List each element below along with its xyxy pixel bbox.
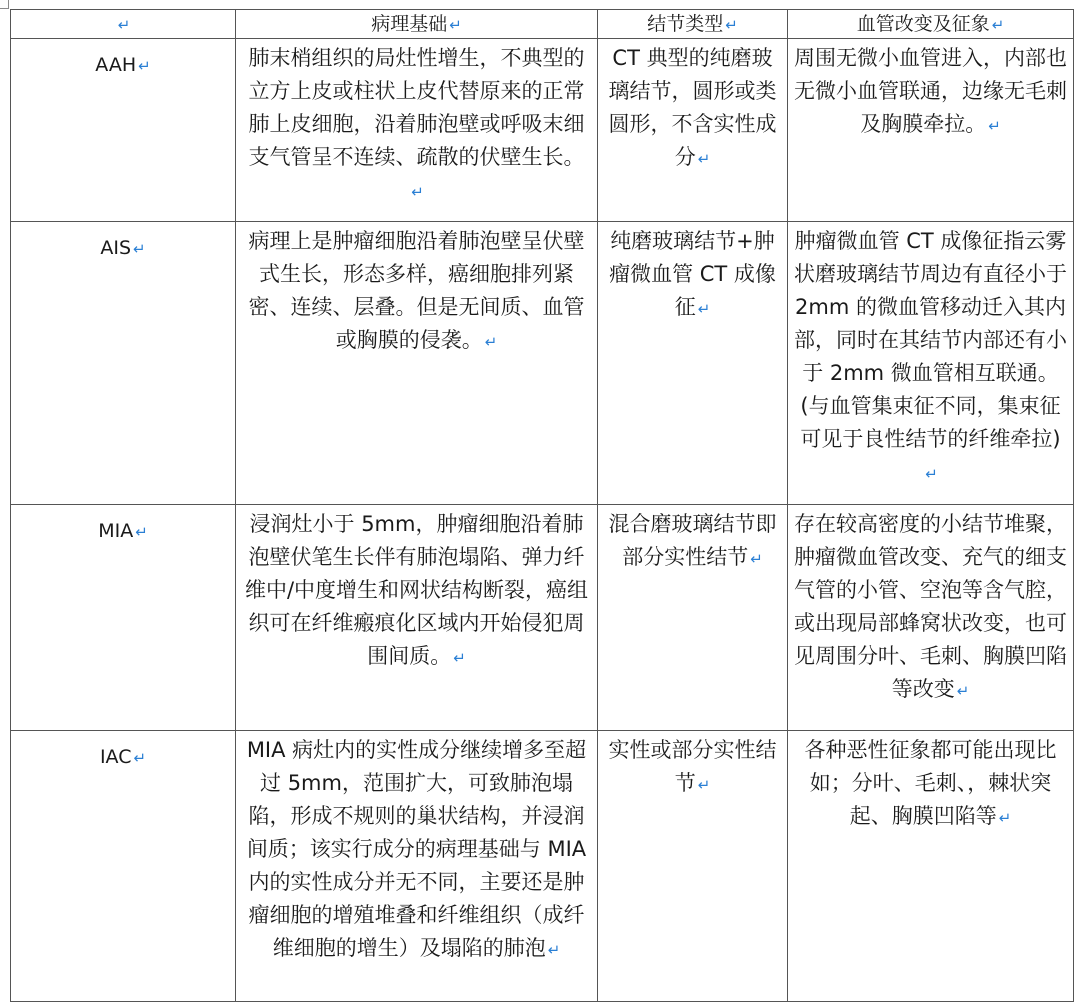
table-row <box>11 39 1074 222</box>
row-label: AAH ↵ <box>11 39 236 222</box>
vessel-signs-cell: 肿瘤微血管 CT 成像征指云雾状磨玻璃结节周边有直径小于 2mm 的微血管移动迁入其内部，同时在其结节内部还有小于 2mm 微血管相互联通。(与血管集束征不同，集束征可见于良性结节的纤维牵拉)↵ <box>788 222 1074 505</box>
nodule-type-cell: 实性或部分实性结节 ↵ <box>598 731 788 1002</box>
table-row <box>11 222 1074 505</box>
return-mark-icon: ↵ <box>697 300 711 318</box>
pathology-cell: 浸润灶小于 5mm，肿瘤细胞沿着肺泡壁伏笔生长伴有肺泡塌陷、弹力纤维中/中度增生和网状结构断裂，癌组织可在纤维瘢痕化区域内开始侵犯周围间质。 ↵ <box>236 505 598 731</box>
return-mark-icon: ↵ <box>411 183 424 201</box>
nodule-type-cell: 混合磨玻璃结节即部分实性结节 ↵ <box>598 505 788 731</box>
pathology-cell: MIA 病灶内的实性成分继续增多至超过 5mm，范围扩大，可致肺泡塌陷，形成不规则的巢状结构，并浸润间质；该实行成分的病理基础与 MIA 内的实性成分并无不同，主要还是肿瘤细胞的增殖堆叠和纤维组织（成纤维细胞的增生）及塌陷的肺泡 ↵ <box>236 731 598 1002</box>
return-mark-icon: ↵ <box>998 809 1012 827</box>
return-mark-icon: ↵ <box>956 682 970 700</box>
return-mark-icon: ↵ <box>484 333 498 351</box>
return-mark-icon: ↵ <box>697 776 711 794</box>
pathology-cell: 肺末梢组织的局灶性增生，不典型的立方上皮或柱状上皮代替原来的正常肺上皮细胞，沿着肺泡壁或呼吸末细支气管呈不连续、疏散的伏壁生长。↵ <box>236 39 598 222</box>
return-mark-icon: ↵ <box>449 16 462 34</box>
return-mark-icon: ↵ <box>697 150 711 168</box>
return-mark-icon: ↵ <box>547 941 561 959</box>
return-mark-icon: ↵ <box>750 550 763 568</box>
header-cell-empty <box>11 10 236 39</box>
return-mark-icon: ↵ <box>135 523 148 541</box>
return-mark-icon: ↵ <box>725 16 738 34</box>
comparison-table <box>10 9 1074 1002</box>
pathology-cell: 病理上是肿瘤细胞沿着肺泡壁呈伏壁式生长，形态多样，癌细胞排列紧密、连续、层叠。但是无间质、血管或胸膜的侵袭。 ↵ <box>236 222 598 505</box>
row-label: MIA ↵ <box>11 505 236 731</box>
vessel-signs-cell: 存在较高密度的小结节堆聚，肿瘤微血管改变、充气的细支气管的小管、空泡等含气腔，或出现局部蜂窝状改变，也可见周围分叶、毛刺、胸膜凹陷等改变 ↵ <box>788 505 1074 731</box>
return-mark-icon: ↵ <box>988 117 1001 135</box>
row-label: AIS ↵ <box>11 222 236 505</box>
return-mark-icon: ↵ <box>925 465 938 483</box>
table-row <box>11 731 1074 1002</box>
return-mark-icon: ↵ <box>991 16 1005 34</box>
return-mark-icon: ↵ <box>138 57 151 75</box>
vessel-signs-cell: 各种恶性征象都可能出现比如；分叶、毛刺、，棘状突起、胸膜凹陷等 ↵ <box>788 731 1074 1002</box>
header-cell-vessel-signs: 血管改变及征象 ↵ <box>788 10 1074 39</box>
vessel-signs-cell: 周围无微小血管进入，内部也无微小血管联通，边缘无毛刺及胸膜牵拉。 ↵ <box>788 39 1074 222</box>
nodule-type-cell: 纯磨玻璃结节+肿瘤微血管 CT 成像征 ↵ <box>598 222 788 505</box>
return-mark-icon: ↵ <box>133 749 147 767</box>
row-label: IAC ↵ <box>11 731 236 1002</box>
return-mark-icon: ↵ <box>133 240 146 258</box>
return-mark-icon: ↵ <box>453 649 466 667</box>
header-cell-pathology: 病理基础 ↵ <box>236 10 598 39</box>
header-row <box>11 10 1074 39</box>
header-cell-nodule-type: 结节类型 ↵ <box>598 10 788 39</box>
return-mark-icon: ↵ <box>117 16 131 34</box>
table-row <box>11 505 1074 731</box>
nodule-type-cell: CT 典型的纯磨玻璃结节，圆形或类圆形，不含实性成分 ↵ <box>598 39 788 222</box>
page-corner-mark <box>0 0 9 9</box>
